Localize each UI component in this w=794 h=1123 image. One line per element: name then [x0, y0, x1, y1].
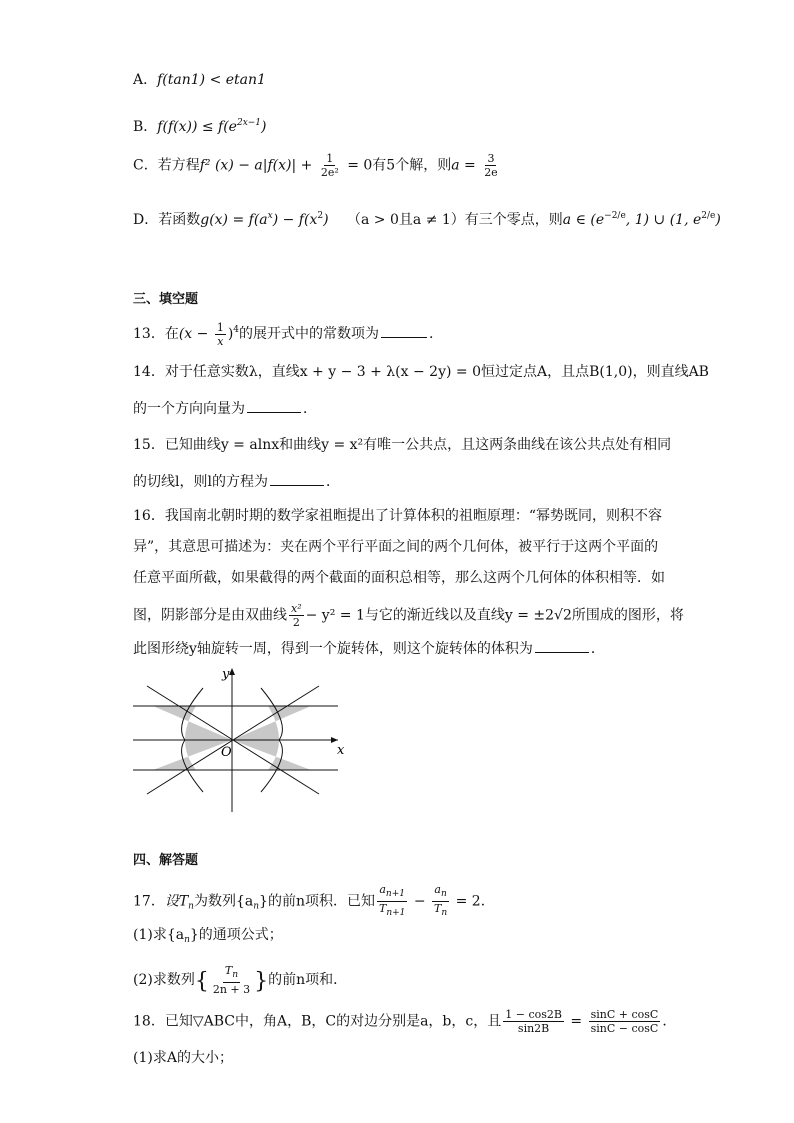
numerator-base: a	[379, 883, 386, 896]
numerator: x²	[291, 602, 302, 615]
numerator-base: T	[224, 964, 233, 977]
question-15-line-1	[133, 435, 671, 455]
origin-label: O	[221, 745, 232, 760]
denominator	[377, 902, 407, 920]
y-axis-label: y	[222, 667, 230, 682]
denominator: 2e	[484, 166, 498, 179]
answer-blank	[535, 638, 589, 653]
exponent: 2	[317, 211, 324, 221]
denominator: x	[217, 334, 224, 348]
option-expr: f(tan1) < etan1	[157, 72, 266, 88]
option-prefix: 若方程	[157, 157, 200, 174]
option-b	[133, 113, 267, 137]
question-text: 为数列{a	[193, 893, 254, 910]
fraction	[432, 883, 449, 920]
y-axis-arrow	[229, 668, 235, 675]
question-text: (1)求{a	[133, 927, 185, 943]
subscript: n	[232, 970, 239, 980]
numerator: 1 − cos2B	[505, 1008, 562, 1021]
subscript: n	[188, 901, 194, 912]
a-equals: a =	[451, 157, 481, 174]
denominator-base: T	[434, 902, 442, 915]
hyperbola-figure	[133, 664, 351, 812]
question-16-line-1	[133, 506, 662, 526]
question-14-line-2	[133, 398, 317, 419]
subscript: n	[253, 901, 260, 912]
question-number: 16．	[133, 508, 165, 524]
equals: =	[565, 1013, 587, 1030]
fraction	[211, 964, 252, 996]
range: a ∈ (e	[562, 212, 605, 228]
fraction	[589, 1008, 661, 1035]
question-text: 的前n项和．	[268, 972, 348, 988]
equation: f² (x) − a|f(x)| +	[199, 157, 317, 174]
option-expr: f(f(x)) ≤ f(e	[157, 119, 237, 135]
option-a	[133, 70, 266, 90]
exponent: 4	[233, 325, 240, 335]
section-heading-solve: 四、解答题	[133, 853, 199, 868]
question-number: 18．	[133, 1013, 165, 1030]
numerator: 3	[487, 152, 495, 165]
question-14-line-1	[133, 362, 709, 382]
question-text: 对于任意实数λ，直线x + y − 3 + λ(x − 2y) = 0恒过定点A，且点B(1,0)，则直线AB	[164, 364, 709, 380]
question-end: ．	[662, 1013, 677, 1030]
subscript: n+1	[385, 889, 405, 899]
numerator: sinC + cosC	[590, 1008, 659, 1021]
denominator: sinC − cosC	[590, 1022, 659, 1035]
fraction	[377, 883, 407, 920]
exponent: x	[267, 211, 273, 221]
question-text: }的前n项积．已知	[259, 893, 375, 910]
equation-post: = 0有5个解，则	[342, 157, 452, 174]
function-expr-mid: ) − f(x	[272, 212, 318, 228]
question-15-line-2	[133, 471, 340, 492]
option-label: B．	[133, 119, 158, 135]
question-number: 17．	[133, 893, 165, 910]
question-text: 的切线l，则l的方程为	[133, 474, 268, 490]
denominator-base: T	[378, 902, 387, 915]
question-16-line-5	[133, 638, 605, 659]
range-end: )	[715, 212, 721, 228]
numerator	[432, 883, 448, 902]
question-number: 13．	[133, 326, 165, 342]
expression: (x −	[178, 326, 213, 342]
question-text: 图，阴影部分是由双曲线	[133, 607, 287, 624]
question-text: − y² = 1与它的渐近线以及直线y = ±2√2所围成的图形，将	[305, 607, 684, 624]
fraction	[319, 152, 341, 179]
equals: = 2．	[451, 893, 495, 910]
question-16-line-3: 任意平面所截，如果截得的两个截面的面积总相等，那么这两个几何体的体积相等．如	[133, 570, 665, 586]
exponent: −2/e	[604, 211, 626, 221]
subscript: n	[441, 908, 448, 918]
question-text: 此图形绕y轴旋转一周，得到一个旋转体，则这个旋转体的体积为	[133, 641, 533, 657]
denominator	[432, 902, 449, 920]
x-axis-label: x	[337, 743, 345, 758]
subscript: n	[184, 935, 190, 945]
question-text: 已知▽ABC中，角A，B，C的对边分别是a，b，c，且	[164, 1013, 502, 1030]
question-end: ．	[303, 401, 317, 417]
denominator: sin2B	[517, 1022, 550, 1035]
denominator: 2n + 3	[212, 983, 251, 996]
numerator	[377, 883, 407, 902]
left-brace: {	[194, 969, 209, 994]
function-expr-end: )	[323, 212, 329, 228]
function-expr: g(x) = f(a	[200, 212, 268, 228]
question-16-line-4	[133, 602, 684, 629]
subscript: n	[440, 889, 447, 899]
answer-blank	[270, 471, 324, 486]
numerator-base: a	[434, 883, 441, 896]
option-label: A．	[133, 72, 158, 88]
option-prefix: 若函数	[158, 212, 201, 228]
fraction	[503, 1008, 564, 1035]
option-expr-end: )	[261, 119, 267, 135]
question-17	[133, 883, 495, 920]
question-text: (2)求数列	[133, 972, 195, 988]
option-label: C．	[133, 157, 158, 174]
section-heading-fill: 三、填空题	[133, 292, 199, 307]
question-text: 已知曲线y = alnx和曲线y = x²有唯一公共点，且这两条曲线在该公共点处有相同	[164, 437, 672, 453]
numerator: 1	[216, 320, 224, 334]
question-18	[133, 1008, 676, 1035]
denominator: 2	[292, 616, 300, 629]
question-end: .	[429, 326, 434, 342]
question-text: 我国南北朝时期的数学家祖暅提出了计算体积的祖暅原理：“幂势既同，则积不容	[164, 508, 662, 524]
question-end: ．	[325, 474, 340, 490]
question-17-part-2	[133, 964, 347, 996]
question-text: 的展开式中的常数项为	[239, 326, 380, 342]
question-16-line-2: 异”，其意思可描述为：夹在两个平行平面之间的两个几何体，被平行于这两个平面的	[133, 539, 659, 555]
exponent: 2x−1	[236, 118, 262, 128]
right-brace: }	[254, 969, 269, 994]
question-text: 设T	[164, 893, 189, 910]
range-mid: , 1) ∪ (1, e	[625, 212, 702, 228]
option-c	[133, 152, 502, 179]
question-18-part-1: (1)求A的大小；	[133, 1050, 233, 1066]
denominator: 2e²	[320, 166, 339, 179]
question-text: 的一个方向向量为	[133, 401, 245, 417]
shaded-region-left-fill	[153, 706, 232, 770]
numerator	[223, 964, 240, 983]
answer-blank	[381, 323, 427, 338]
question-17-part-1	[133, 925, 283, 950]
question-13	[133, 320, 433, 348]
numerator: 1	[326, 152, 334, 165]
question-number: 14．	[133, 364, 165, 380]
exponent: 2/e	[701, 211, 716, 221]
option-d	[133, 206, 721, 230]
option-label: D．	[133, 212, 159, 228]
fraction	[482, 152, 500, 179]
answer-blank	[247, 398, 301, 413]
question-text: }的通项公式；	[189, 927, 283, 943]
question-text: 在	[164, 326, 179, 342]
fraction	[289, 602, 304, 629]
question-number: 15．	[133, 437, 165, 453]
expression-end: )	[227, 326, 234, 342]
minus: −	[409, 893, 431, 910]
question-end: ．	[590, 641, 605, 657]
fraction	[215, 321, 226, 348]
condition: （a > 0且a ≠ 1）有三个零点，则	[347, 212, 563, 228]
subscript: n+1	[386, 908, 406, 918]
